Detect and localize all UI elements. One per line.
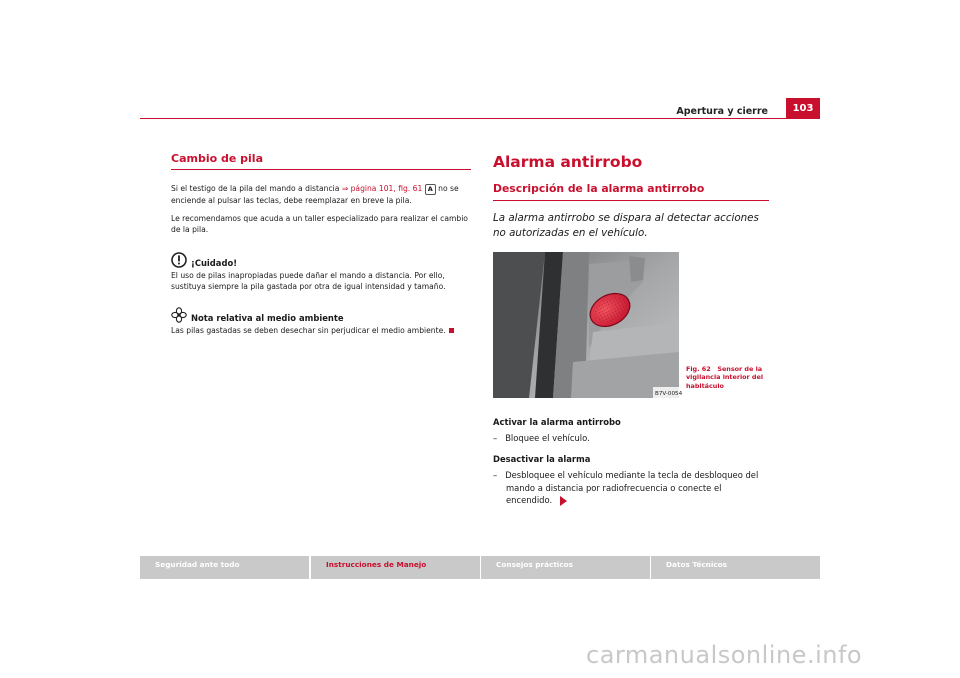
figure-caption-num: Fig. 62 [686,365,711,373]
figure-caption [686,365,776,390]
activate-item [493,432,769,444]
activate-item-text: Bloquee el vehículo. [505,433,590,443]
activate-title: Activar la alarma antirrobo [493,417,621,427]
figure-ref-badge: A [425,184,436,195]
page-link[interactable]: ⇒ página 101, fig. 61 [341,184,423,193]
section-title-battery: Cambio de pila [171,152,471,170]
page-number: 103 [786,98,820,119]
deactivate-item-text: Desbloquee el vehículo mediante la tecla de desbloqueo del mando a distancia por radiofrecuencia o conecte el encendido. [505,470,759,506]
watermark-text: carmanualsonline.info [586,641,863,669]
deactivate-title: Desactivar la alarma [493,454,591,465]
warning-circle-icon [171,252,187,268]
section-title-alarm: Alarma antirrobo [493,153,643,171]
footer-tab-seguridad[interactable]: Seguridad ante todo [140,556,309,579]
left-column [171,152,471,342]
flower-icon [171,307,187,323]
list-dash: – [493,470,498,481]
end-mark [449,328,454,333]
sensor-figure [493,252,683,398]
caution-title: ¡Cuidado! [191,257,238,268]
environment-title: Nota relativa al medio ambiente [191,312,344,323]
footer-tab-instrucciones[interactable]: Instrucciones de Manejo [311,556,480,579]
para1-pre: Si el testigo de la pila del mando a distancia [171,184,342,193]
environment-heading [171,307,471,323]
caution-text: El uso de pilas inapropiadas puede dañar el mando a distancia. Por ello, sustituya siempre la pila gastada por otra de igual intensidad y tamaño. [171,270,446,291]
right-column [493,153,769,507]
lead-text: La alarma antirrobo se dispara al detectar acciones no autorizadas en el vehículo. [493,212,759,239]
sensor-illustration [493,252,683,398]
subsection-title: Descripción de la alarma antirrobo [493,182,769,201]
list-dash: – [493,433,498,443]
arrow-right-icon [560,496,567,506]
caution-heading [171,252,471,268]
para1-post: no se enciende al pulsar las teclas, debe reemplazar en breve la pila. [171,184,459,205]
footer-tab-datos[interactable]: Datos Técnicos [651,556,820,579]
figure-caption-text: Sensor de la vigilancia interior del habitáculo [686,365,764,390]
deactivate-item [493,469,769,506]
environment-text-body: Las pilas gastadas se deben desechar sin perjudicar el medio ambiente. [171,325,446,335]
environment-text [171,325,471,337]
figure-code: B7V-0054 [655,391,683,397]
footer-tab-consejos[interactable]: Consejos prácticos [481,556,650,579]
paragraph-battery-2: Le recomendamos que acuda a un taller especializado para realizar el cambio de la pila. [171,213,468,234]
header-title: Apertura y cierre [676,106,768,117]
header-rule [140,118,820,119]
paragraph-battery-1 [171,183,471,207]
